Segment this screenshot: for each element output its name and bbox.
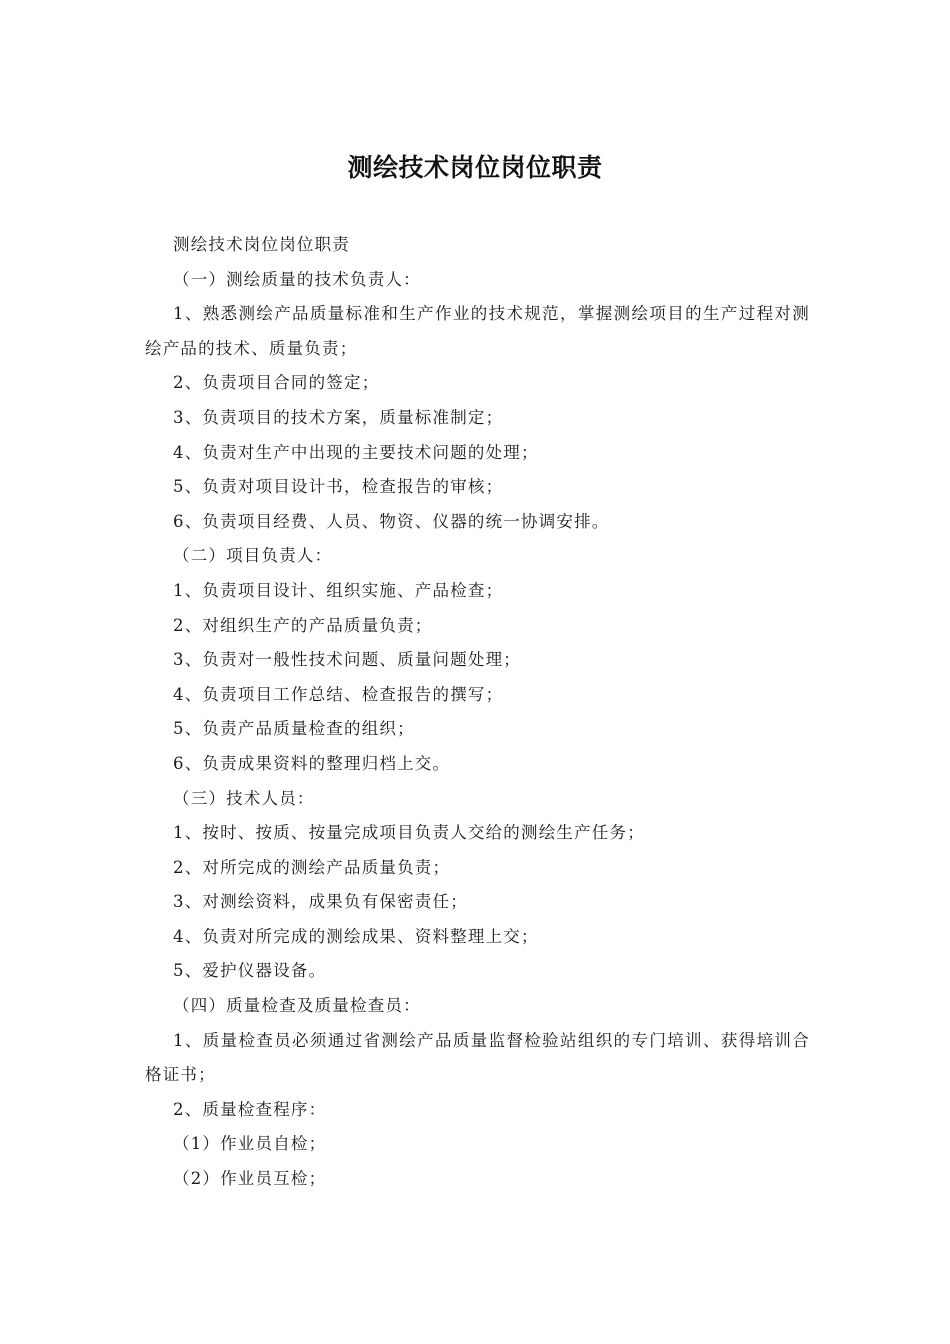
document-title: 测绘技术岗位岗位职责 [347, 153, 603, 182]
paragraph: 2、负责项目合同的签定； [173, 373, 380, 393]
paragraph: 5、负责产品质量检查的组织； [173, 719, 415, 739]
paragraph: （四）质量检查及质量检查员： [173, 996, 421, 1016]
paragraph: 1、负责项目设计、组织实施、产品检查； [173, 580, 504, 600]
paragraph: （二）项目负责人： [173, 546, 333, 566]
paragraph: 5、爱护仪器设备。 [173, 961, 327, 981]
paragraph: 2、质量检查程序： [173, 1099, 327, 1119]
paragraph: 2、对所完成的测绘产品质量负责； [173, 857, 451, 877]
paragraph: 3、负责项目的技术方案，质量标准制定； [173, 407, 504, 427]
paragraph: 6、负责成果资料的整理归档上交。 [173, 753, 451, 773]
paragraph: （三）技术人员： [173, 788, 315, 808]
paragraph: 5、负责对项目设计书，检查报告的审核； [173, 477, 504, 497]
paragraph: （1）作业员自检； [173, 1134, 327, 1154]
paragraph: 4、负责对所完成的测绘成果、资料整理上交； [173, 926, 539, 946]
paragraph: 1、质量检查员必须通过省测绘产品质量监督检验站组织的专门培训、获得培训合格证书； [145, 1030, 810, 1085]
paragraph: 3、负责对一般性技术问题、质量问题处理； [173, 650, 521, 670]
paragraph: 2、对组织生产的产品质量负责； [173, 615, 433, 635]
paragraph: 测绘技术岗位岗位职责 [173, 235, 350, 254]
paragraph: （一）测绘质量的技术负责人： [173, 269, 421, 289]
paragraph: 4、负责对生产中出现的主要技术问题的处理； [173, 442, 539, 462]
paragraph: 4、负责项目工作总结、检查报告的撰写； [173, 684, 504, 704]
paragraph: 1、熟悉测绘产品质量标准和生产作业的技术规范，掌握测绘项目的生产过程对测绘产品的技术、质量负责； [145, 304, 810, 358]
document-body [145, 228, 810, 1197]
paragraph: 6、负责项目经费、人员、物资、仪器的统一协调安排。 [173, 511, 610, 531]
paragraph: （2）作业员互检； [173, 1169, 327, 1189]
paragraph: 1、按时、按质、按量完成项目负责人交给的测绘生产任务； [173, 823, 645, 843]
paragraph: 3、对测绘资料，成果负有保密责任； [173, 892, 468, 912]
